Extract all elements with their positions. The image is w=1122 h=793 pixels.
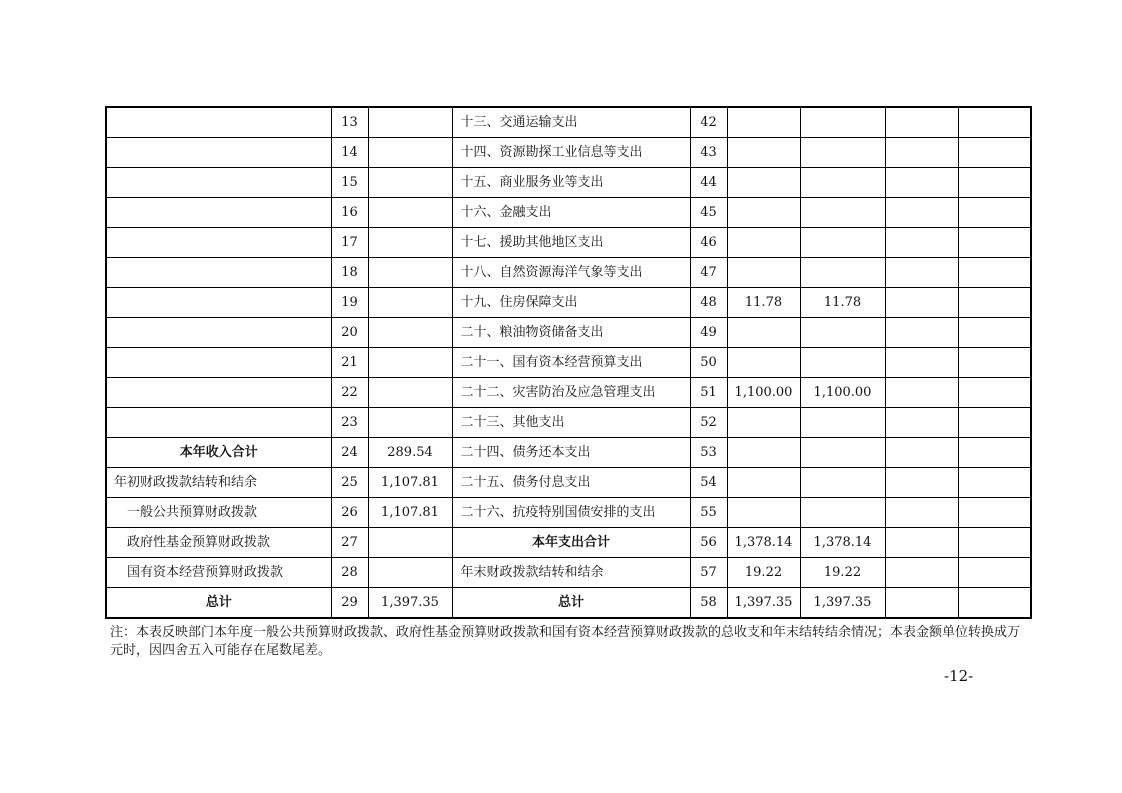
expenditure-general-budget (800, 498, 885, 528)
expenditure-total (727, 198, 800, 228)
table-row (106, 498, 1031, 528)
income-amount (368, 107, 452, 138)
income-item-name (106, 378, 331, 408)
income-line-number: 19 (331, 288, 368, 318)
income-line-number: 16 (331, 198, 368, 228)
expenditure-state-capital (958, 228, 1031, 258)
expenditure-government-fund (885, 468, 958, 498)
expenditure-item-name: 二十四、债务还本支出 (452, 438, 690, 468)
table-row (106, 408, 1031, 438)
table-footnote: 注：本表反映部门本年度一般公共预算财政拨款、政府性基金预算财政拨款和国有资本经营预算财政拨款的总收支和年末结转结余情况；本表金额单位转换成万元时，因四舍五入可能存在尾数尾差。 (110, 625, 1021, 658)
expenditure-item-name: 十五、商业服务业等支出 (452, 168, 690, 198)
income-item-name (106, 348, 331, 378)
expenditure-government-fund (885, 228, 958, 258)
income-item-name: 年初财政拨款结转和结余 (106, 468, 331, 498)
expenditure-government-fund (885, 138, 958, 168)
expenditure-line-number: 51 (690, 378, 727, 408)
income-item-name: 政府性基金预算财政拨款 (106, 528, 331, 558)
expenditure-item-name: 二十六、抗疫特别国债安排的支出 (452, 498, 690, 528)
income-item-name: 总计 (106, 588, 331, 619)
income-item-name (106, 228, 331, 258)
expenditure-total (727, 138, 800, 168)
budget-table (105, 106, 1032, 619)
expenditure-government-fund (885, 318, 958, 348)
income-line-number: 27 (331, 528, 368, 558)
expenditure-item-name: 十八、自然资源海洋气象等支出 (452, 258, 690, 288)
expenditure-general-budget (800, 318, 885, 348)
income-amount (368, 348, 452, 378)
income-amount (368, 138, 452, 168)
income-line-number: 28 (331, 558, 368, 588)
income-item-name (106, 138, 331, 168)
expenditure-item-name: 二十二、灾害防治及应急管理支出 (452, 378, 690, 408)
expenditure-item-name: 十七、援助其他地区支出 (452, 228, 690, 258)
expenditure-item-name: 十三、交通运输支出 (452, 107, 690, 138)
income-line-number: 13 (331, 107, 368, 138)
table-row (106, 228, 1031, 258)
income-item-name (106, 198, 331, 228)
expenditure-state-capital (958, 107, 1031, 138)
income-item-name (106, 408, 331, 438)
expenditure-general-budget (800, 438, 885, 468)
income-amount (368, 378, 452, 408)
income-amount: 1,107.81 (368, 498, 452, 528)
expenditure-general-budget: 1,378.14 (800, 528, 885, 558)
income-item-name: 国有资本经营预算财政拨款 (106, 558, 331, 588)
expenditure-total: 11.78 (727, 288, 800, 318)
expenditure-state-capital (958, 378, 1031, 408)
expenditure-general-budget (800, 198, 885, 228)
table-row (106, 438, 1031, 468)
table-row (106, 168, 1031, 198)
expenditure-general-budget: 19.22 (800, 558, 885, 588)
table-row (106, 258, 1031, 288)
table-row (106, 138, 1031, 168)
expenditure-total (727, 498, 800, 528)
expenditure-state-capital (958, 498, 1031, 528)
expenditure-line-number: 50 (690, 348, 727, 378)
expenditure-government-fund (885, 288, 958, 318)
expenditure-government-fund (885, 528, 958, 558)
expenditure-item-name: 十六、金融支出 (452, 198, 690, 228)
expenditure-state-capital (958, 528, 1031, 558)
expenditure-government-fund (885, 438, 958, 468)
expenditure-general-budget (800, 168, 885, 198)
expenditure-state-capital (958, 258, 1031, 288)
expenditure-state-capital (958, 168, 1031, 198)
expenditure-general-budget (800, 348, 885, 378)
expenditure-state-capital (958, 138, 1031, 168)
expenditure-general-budget: 1,100.00 (800, 378, 885, 408)
expenditure-state-capital (958, 288, 1031, 318)
table-row (106, 318, 1031, 348)
expenditure-general-budget: 1,397.35 (800, 588, 885, 619)
expenditure-item-name: 二十三、其他支出 (452, 408, 690, 438)
income-line-number: 25 (331, 468, 368, 498)
table-row (106, 107, 1031, 138)
expenditure-total (727, 408, 800, 438)
page-number: -12- (944, 667, 974, 685)
expenditure-state-capital (958, 558, 1031, 588)
expenditure-general-budget (800, 138, 885, 168)
expenditure-general-budget (800, 408, 885, 438)
expenditure-total (727, 258, 800, 288)
table-row (106, 468, 1031, 498)
expenditure-government-fund (885, 558, 958, 588)
expenditure-line-number: 58 (690, 588, 727, 619)
income-amount (368, 168, 452, 198)
expenditure-state-capital (958, 588, 1031, 619)
expenditure-general-budget (800, 258, 885, 288)
expenditure-line-number: 54 (690, 468, 727, 498)
income-line-number: 21 (331, 348, 368, 378)
expenditure-government-fund (885, 107, 958, 138)
expenditure-item-name: 二十一、国有资本经营预算支出 (452, 348, 690, 378)
expenditure-line-number: 53 (690, 438, 727, 468)
expenditure-item-name: 十四、资源勘探工业信息等支出 (452, 138, 690, 168)
income-item-name: 本年收入合计 (106, 438, 331, 468)
income-amount: 289.54 (368, 438, 452, 468)
income-line-number: 18 (331, 258, 368, 288)
expenditure-state-capital (958, 408, 1031, 438)
income-amount (368, 288, 452, 318)
expenditure-state-capital (958, 198, 1031, 228)
expenditure-government-fund (885, 258, 958, 288)
income-amount (368, 258, 452, 288)
expenditure-item-name: 年末财政拨款结转和结余 (452, 558, 690, 588)
expenditure-government-fund (885, 348, 958, 378)
expenditure-general-budget (800, 107, 885, 138)
table-row (106, 348, 1031, 378)
expenditure-general-budget (800, 468, 885, 498)
expenditure-item-name: 二十五、债务付息支出 (452, 468, 690, 498)
income-item-name (106, 318, 331, 348)
expenditure-total (727, 438, 800, 468)
expenditure-general-budget (800, 228, 885, 258)
expenditure-total: 1,397.35 (727, 588, 800, 619)
expenditure-line-number: 48 (690, 288, 727, 318)
expenditure-government-fund (885, 498, 958, 528)
income-line-number: 14 (331, 138, 368, 168)
table-row (106, 378, 1031, 408)
income-line-number: 22 (331, 378, 368, 408)
expenditure-line-number: 57 (690, 558, 727, 588)
table-row (106, 198, 1031, 228)
expenditure-line-number: 46 (690, 228, 727, 258)
expenditure-total (727, 107, 800, 138)
table-row (106, 558, 1031, 588)
expenditure-total (727, 318, 800, 348)
expenditure-line-number: 56 (690, 528, 727, 558)
expenditure-government-fund (885, 198, 958, 228)
income-amount (368, 198, 452, 228)
income-line-number: 24 (331, 438, 368, 468)
income-amount (368, 528, 452, 558)
income-item-name (106, 288, 331, 318)
income-item-name (106, 168, 331, 198)
income-line-number: 29 (331, 588, 368, 619)
expenditure-line-number: 52 (690, 408, 727, 438)
expenditure-total (727, 468, 800, 498)
expenditure-general-budget: 11.78 (800, 288, 885, 318)
income-amount (368, 318, 452, 348)
expenditure-line-number: 44 (690, 168, 727, 198)
income-item-name (106, 258, 331, 288)
income-amount (368, 558, 452, 588)
income-amount: 1,107.81 (368, 468, 452, 498)
table-row (106, 288, 1031, 318)
expenditure-government-fund (885, 168, 958, 198)
income-line-number: 20 (331, 318, 368, 348)
income-amount (368, 228, 452, 258)
expenditure-item-name: 二十、粮油物资储备支出 (452, 318, 690, 348)
expenditure-government-fund (885, 588, 958, 619)
expenditure-total: 1,100.00 (727, 378, 800, 408)
expenditure-state-capital (958, 348, 1031, 378)
table-body (106, 107, 1031, 618)
expenditure-line-number: 42 (690, 107, 727, 138)
expenditure-line-number: 47 (690, 258, 727, 288)
expenditure-government-fund (885, 378, 958, 408)
income-line-number: 23 (331, 408, 368, 438)
table-row (106, 528, 1031, 558)
expenditure-state-capital (958, 318, 1031, 348)
expenditure-total: 1,378.14 (727, 528, 800, 558)
income-line-number: 17 (331, 228, 368, 258)
expenditure-government-fund (885, 408, 958, 438)
table-row (106, 588, 1031, 619)
expenditure-line-number: 43 (690, 138, 727, 168)
income-amount: 1,397.35 (368, 588, 452, 619)
income-line-number: 15 (331, 168, 368, 198)
expenditure-state-capital (958, 438, 1031, 468)
expenditure-line-number: 55 (690, 498, 727, 528)
income-item-name: 一般公共预算财政拨款 (106, 498, 331, 528)
income-item-name (106, 107, 331, 138)
income-amount (368, 408, 452, 438)
expenditure-total (727, 228, 800, 258)
expenditure-total (727, 168, 800, 198)
income-line-number: 26 (331, 498, 368, 528)
expenditure-item-name: 十九、住房保障支出 (452, 288, 690, 318)
expenditure-item-name: 本年支出合计 (452, 528, 690, 558)
expenditure-total: 19.22 (727, 558, 800, 588)
expenditure-line-number: 49 (690, 318, 727, 348)
expenditure-state-capital (958, 468, 1031, 498)
expenditure-item-name: 总计 (452, 588, 690, 619)
expenditure-total (727, 348, 800, 378)
expenditure-line-number: 45 (690, 198, 727, 228)
